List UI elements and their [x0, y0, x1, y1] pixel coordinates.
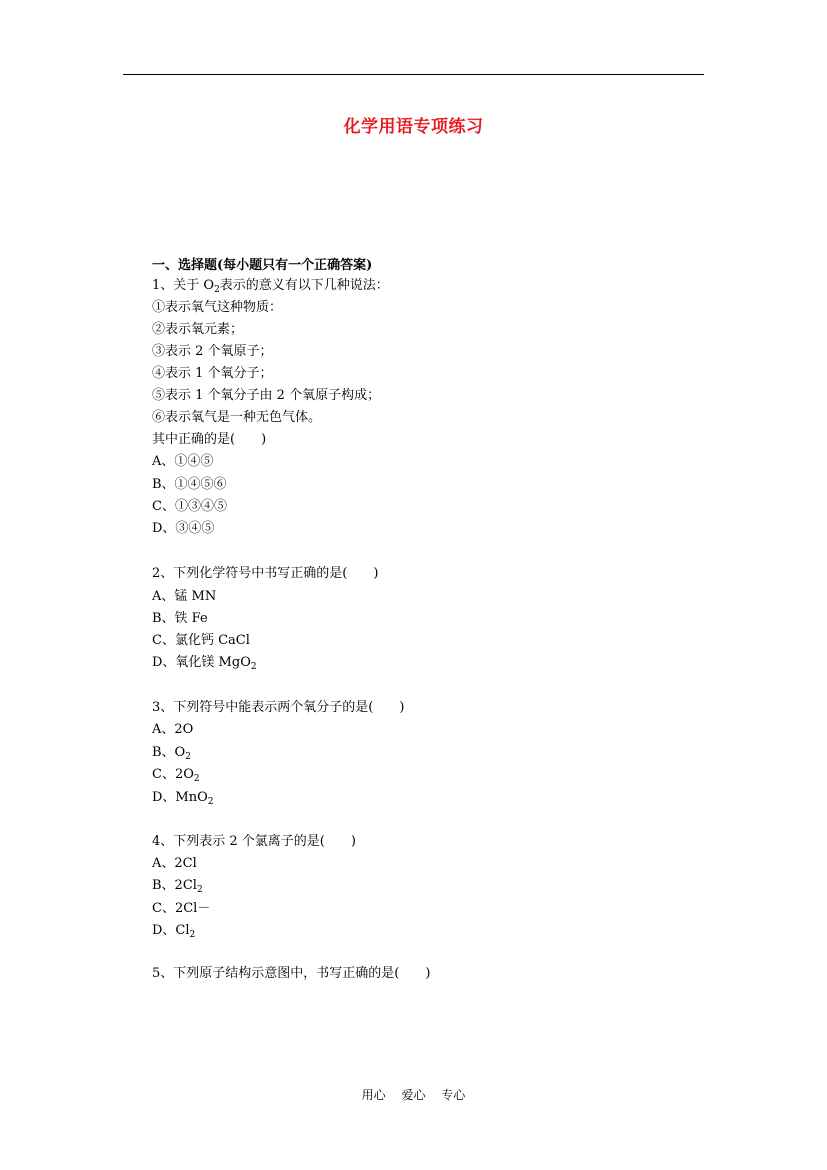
q1-option-b: B、①④⑤⑥ — [152, 477, 227, 492]
q1-option-d: D、③④⑤ — [152, 521, 215, 536]
q4-option-a: A、2Cl — [152, 856, 197, 871]
q4-option-c: C、2Cl－ — [152, 901, 211, 916]
question-3-stem: 3、下列符号中能表示两个氧分子的是( ) — [152, 700, 405, 715]
q3-option-b: B、$O_2$ — [152, 745, 191, 762]
q4-option-d: D、$Cl_2$ — [152, 923, 196, 940]
statement-6: ⑥表示氧气是一种无色气体。 — [152, 410, 322, 425]
section-title: 一、选择题(每小题只有一个正确答案) — [152, 258, 373, 273]
question-2-stem: 2、下列化学符号中书写正确的是( ) — [152, 566, 379, 581]
q2-option-c: C、氯化钙 CaCl — [152, 633, 250, 648]
q2-option-d: D、氧化镁 MgO$_2$ — [152, 655, 257, 672]
question-1-prompt: 其中正确的是( ) — [152, 432, 267, 447]
header-rule — [123, 74, 704, 75]
q3-option-c: C、$2O_2$ — [152, 767, 200, 784]
statement-3: ③表示 2 个氧原子； — [152, 344, 273, 359]
q3-option-d: D、MnO$_2$ — [152, 790, 214, 807]
question-1-stem: 1、关于 $O_2$表示的意义有以下几种说法： — [152, 278, 389, 295]
q1-option-a: A、①④⑤ — [152, 454, 214, 469]
q3-option-a: A、2O — [152, 722, 194, 737]
page-footer: 用心 爱心 专心 — [361, 1088, 466, 1102]
question-5-stem: 5、下列原子结构示意图中，书写正确的是( ) — [152, 966, 431, 981]
q1-option-c: C、①③④⑤ — [152, 499, 227, 514]
statement-5: ⑤表示 1 个氧分子由 2 个氧原子构成； — [152, 388, 381, 403]
statement-2: ②表示氧元素； — [152, 322, 244, 337]
statement-4: ④表示 1 个氧分子； — [152, 366, 273, 381]
page-title: 化学用语专项练习 — [343, 117, 484, 137]
q2-option-a: A、锰 MN — [152, 589, 217, 604]
question-4-stem: 4、下列表示 2 个氯离子的是( ) — [152, 834, 356, 849]
q4-option-b: B、$2Cl_2$ — [152, 878, 203, 895]
q2-option-b: B、铁 Fe — [152, 611, 208, 626]
statement-1: ①表示氧气这种物质： — [152, 300, 283, 315]
